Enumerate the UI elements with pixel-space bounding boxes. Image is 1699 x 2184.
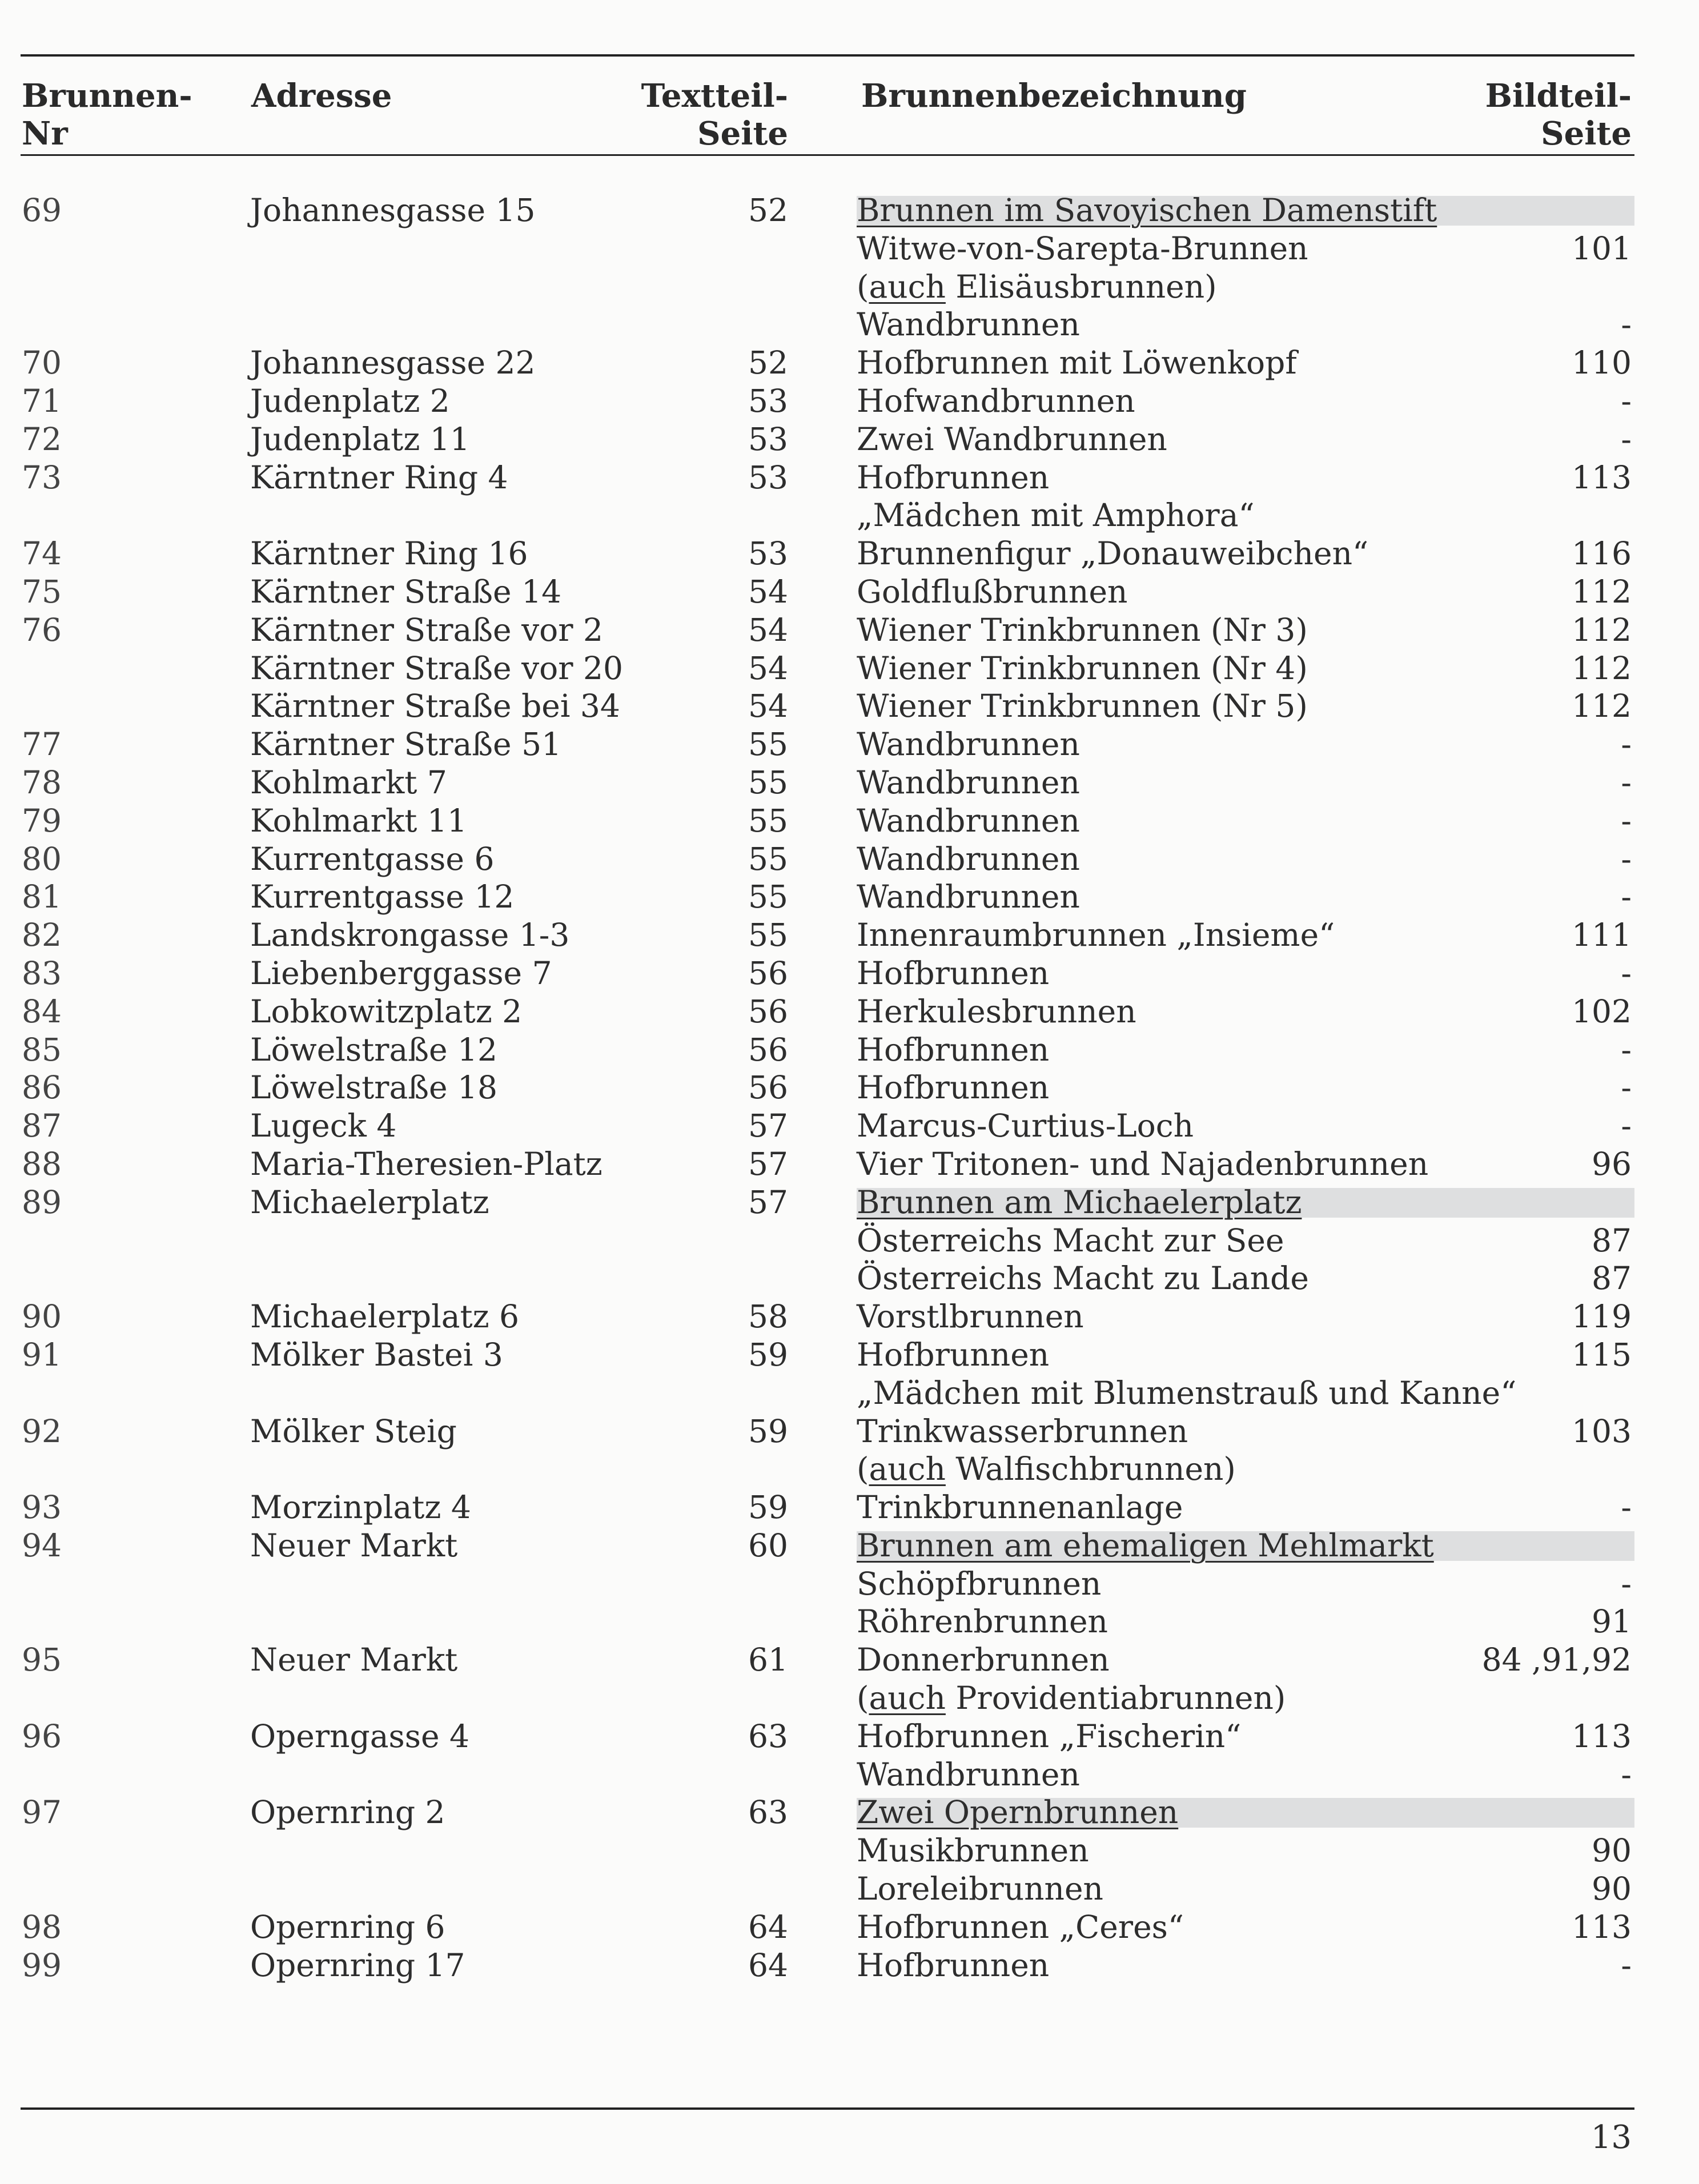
header-bezeichnung <box>861 77 1247 115</box>
adresse-cell: Kärntner Straße bei 34 <box>250 688 620 725</box>
brunnen-nr-cell: 87 <box>22 1107 62 1145</box>
bildteil-seite-cell: 119 <box>1572 1298 1632 1335</box>
adresse-cell: Opernring 17 <box>250 1946 465 1984</box>
bottom-rule <box>21 2107 1634 2110</box>
bildteil-seite-cell: - <box>1621 1069 1632 1106</box>
table-row <box>0 535 1699 573</box>
brunnen-nr-cell: 72 <box>22 420 62 457</box>
textteil-seite-cell: 57 <box>748 1183 788 1221</box>
brunnenbezeichnung-cell: Vier Tritonen- und Najadenbrunnen <box>857 1145 1429 1182</box>
brunnen-nr-cell: 74 <box>22 535 62 572</box>
brunnenbezeichnung-cell: Röhrenbrunnen <box>857 1603 1108 1640</box>
adresse-cell: Kärntner Straße vor 20 <box>250 649 624 686</box>
table-row <box>0 1336 1699 1374</box>
textteil-seite-cell: 55 <box>748 878 788 916</box>
textteil-seite-cell: 59 <box>748 1336 788 1373</box>
bildteil-seite-cell: 113 <box>1572 1908 1632 1945</box>
textteil-seite-cell: 56 <box>748 1031 788 1068</box>
brunnen-nr-cell: 95 <box>22 1641 62 1679</box>
brunnen-nr-cell: 79 <box>22 802 62 839</box>
brunnenbezeichnung-cell: Wandbrunnen <box>857 840 1080 877</box>
adresse-cell: Kärntner Straße vor 2 <box>250 611 604 648</box>
textteil-seite-cell: 63 <box>748 1794 788 1831</box>
table-row <box>0 1908 1699 1946</box>
brunnenbezeichnung-cell: Marcus-Curtius-Loch <box>857 1107 1194 1145</box>
bildteil-seite-cell: - <box>1621 1946 1632 1984</box>
bildteil-seite-cell: - <box>1621 382 1632 419</box>
adresse-cell: Kurrentgasse 12 <box>250 878 515 916</box>
bildteil-seite-cell: - <box>1621 1031 1632 1068</box>
textteil-seite-cell: 55 <box>748 802 788 839</box>
adresse-cell: Lugeck 4 <box>250 1107 397 1145</box>
bildteil-seite-cell: 112 <box>1572 688 1632 725</box>
brunnen-nr-cell: 96 <box>22 1717 62 1755</box>
textteil-seite-cell: 58 <box>748 1298 788 1335</box>
adresse-cell: Maria-Theresien-Platz <box>250 1145 603 1182</box>
table-row <box>0 954 1699 993</box>
textteil-seite-cell: 57 <box>748 1145 788 1182</box>
table-row <box>0 1450 1699 1488</box>
table-row-group-heading <box>0 1183 1699 1222</box>
table-row <box>0 1259 1699 1298</box>
brunnenbezeichnung-cell: Loreleibrunnen <box>857 1870 1103 1908</box>
header-nr-line1: Brunnen- <box>22 77 192 115</box>
bildteil-seite-cell: 87 <box>1592 1222 1632 1259</box>
brunnen-nr-cell: 77 <box>22 726 62 763</box>
brunnen-nr-cell: 71 <box>22 382 62 419</box>
bildteil-seite-cell: - <box>1621 726 1632 763</box>
table-row <box>0 1145 1699 1183</box>
adresse-cell: Kohlmarkt 7 <box>250 764 447 801</box>
adresse-cell: Landskrongasse 1-3 <box>250 917 570 954</box>
table-row <box>0 1107 1699 1145</box>
brunnen-nr-cell: 88 <box>22 1145 62 1182</box>
textteil-seite-cell: 61 <box>748 1641 788 1679</box>
header-adresse-label: Adresse <box>251 77 392 115</box>
header-bildteil <box>1485 77 1632 152</box>
table-row <box>0 1222 1699 1260</box>
bildteil-seite-cell: 90 <box>1592 1870 1632 1908</box>
brunnen-nr-cell: 76 <box>22 611 62 648</box>
table-row <box>0 611 1699 649</box>
textteil-seite-cell: 56 <box>748 993 788 1030</box>
table-row <box>0 573 1699 611</box>
table-row <box>0 496 1699 535</box>
textteil-seite-cell: 54 <box>748 611 788 648</box>
brunnenbezeichnung-cell: Wiener Trinkbrunnen (Nr 4) <box>857 649 1308 686</box>
textteil-seite-cell: 56 <box>748 954 788 991</box>
bildteil-seite-cell: 112 <box>1572 573 1632 610</box>
bildteil-seite-cell: 110 <box>1572 344 1632 382</box>
table-row <box>0 1717 1699 1756</box>
brunnen-nr-cell: 78 <box>22 764 62 801</box>
brunnenbezeichnung-cell: „Mädchen mit Amphora“ <box>857 497 1255 534</box>
brunnenbezeichnung-cell: Goldflußbrunnen <box>857 573 1128 610</box>
brunnenbezeichnung-cell: Herkulesbrunnen <box>857 993 1136 1030</box>
adresse-cell: Morzinplatz 4 <box>250 1489 471 1526</box>
brunnenbezeichnung-cell: Wandbrunnen <box>857 726 1080 763</box>
adresse-cell: Neuer Markt <box>250 1641 458 1679</box>
adresse-cell: Löwelstraße 18 <box>250 1069 498 1106</box>
brunnenbezeichnung-cell: Witwe-von-Sarepta-Brunnen <box>857 230 1308 267</box>
brunnenbezeichnung-cell: Hofwandbrunnen <box>857 382 1135 419</box>
brunnen-nr-cell: 86 <box>22 1069 62 1106</box>
fountain-table <box>0 191 1699 1984</box>
table-row <box>0 1069 1699 1107</box>
adresse-cell: Kärntner Ring 16 <box>250 535 528 572</box>
table-row <box>0 230 1699 268</box>
textteil-seite-cell: 59 <box>748 1489 788 1526</box>
bildteil-seite-cell: 113 <box>1572 459 1632 496</box>
bildteil-seite-cell: - <box>1621 1489 1632 1526</box>
table-row <box>0 1031 1699 1069</box>
brunnenbezeichnung-cell: Musikbrunnen <box>857 1832 1089 1869</box>
brunnenbezeichnung-cell: Hofbrunnen <box>857 954 1050 991</box>
brunnenbezeichnung-cell: Donnerbrunnen <box>857 1641 1110 1679</box>
brunnen-nr-cell: 97 <box>22 1794 62 1831</box>
table-row <box>0 1565 1699 1603</box>
table-row <box>0 1603 1699 1641</box>
textteil-seite-cell: 59 <box>748 1412 788 1450</box>
table-row <box>0 1641 1699 1679</box>
table-row <box>0 764 1699 802</box>
brunnenbezeichnung-cell: Hofbrunnen <box>857 459 1050 496</box>
brunnenbezeichnung-cell: Wandbrunnen <box>857 802 1080 839</box>
bildteil-seite-cell: 112 <box>1572 649 1632 686</box>
bildteil-seite-cell: 115 <box>1572 1336 1632 1373</box>
brunnenbezeichnung-cell: Hofbrunnen <box>857 1031 1050 1068</box>
bildteil-seite-cell: - <box>1621 1756 1632 1793</box>
bildteil-seite-cell: 103 <box>1572 1412 1632 1450</box>
textteil-seite-cell: 56 <box>748 1069 788 1106</box>
bildteil-seite-cell: - <box>1621 954 1632 991</box>
textteil-seite-cell: 53 <box>748 420 788 457</box>
top-rule <box>21 54 1634 57</box>
adresse-cell: Michaelerplatz 6 <box>250 1298 520 1335</box>
brunnenbezeichnung-cell: Brunnenfigur „Donauweibchen“ <box>857 535 1369 572</box>
header-bildteil-line1: Bildteil- <box>1485 77 1632 115</box>
bildteil-seite-cell: 116 <box>1572 535 1632 572</box>
brunnenbezeichnung-cell: Hofbrunnen „Ceres“ <box>857 1908 1184 1945</box>
table-row <box>0 1488 1699 1527</box>
brunnen-nr-cell: 73 <box>22 459 62 496</box>
bildteil-seite-cell: 90 <box>1592 1832 1632 1869</box>
bildteil-seite-cell: - <box>1621 420 1632 457</box>
table-row <box>0 878 1699 916</box>
textteil-seite-cell: 63 <box>748 1717 788 1755</box>
adresse-cell: Judenplatz 2 <box>250 382 450 419</box>
adresse-cell: Kärntner Ring 4 <box>250 459 508 496</box>
bildteil-seite-cell: - <box>1621 802 1632 839</box>
adresse-cell: Michaelerplatz <box>250 1183 489 1221</box>
bildteil-seite-cell: - <box>1621 878 1632 916</box>
table-row <box>0 1679 1699 1717</box>
bildteil-seite-cell: 91 <box>1592 1603 1632 1640</box>
textteil-seite-cell: 54 <box>748 649 788 686</box>
table-row <box>0 1946 1699 1985</box>
adresse-cell: Judenplatz 11 <box>250 420 470 457</box>
brunnenbezeichnung-cell: Zwei Opernbrunnen <box>857 1794 1179 1831</box>
adresse-cell: Mölker Steig <box>250 1412 457 1450</box>
textteil-seite-cell: 64 <box>748 1908 788 1945</box>
textteil-seite-cell: 54 <box>748 573 788 610</box>
brunnen-nr-cell: 99 <box>22 1946 62 1984</box>
brunnen-nr-cell: 75 <box>22 573 62 610</box>
bildteil-seite-cell: 101 <box>1572 230 1632 267</box>
brunnen-nr-cell: 69 <box>22 192 62 228</box>
brunnen-nr-cell: 90 <box>22 1298 62 1335</box>
textteil-seite-cell: 55 <box>748 917 788 954</box>
brunnenbezeichnung-cell: Vorstlbrunnen <box>857 1298 1084 1335</box>
adresse-cell: Lobkowitzplatz 2 <box>250 993 523 1030</box>
brunnen-nr-cell: 82 <box>22 917 62 954</box>
header-nr <box>22 77 192 152</box>
textteil-seite-cell: 55 <box>748 764 788 801</box>
brunnenbezeichnung-cell: (auch Walfischbrunnen) <box>857 1451 1236 1488</box>
brunnenbezeichnung-cell: Brunnen im Savoyischen Damenstift <box>857 192 1437 228</box>
header-textteil-line1: Textteil- <box>641 77 788 115</box>
table-row <box>0 1298 1699 1336</box>
brunnen-nr-cell: 91 <box>22 1336 62 1373</box>
brunnenbezeichnung-cell: Trinkbrunnenanlage <box>857 1489 1183 1526</box>
bildteil-seite-cell: 112 <box>1572 611 1632 648</box>
brunnenbezeichnung-cell: Österreichs Macht zur See <box>857 1222 1284 1259</box>
brunnenbezeichnung-cell: Wandbrunnen <box>857 1756 1080 1793</box>
bildteil-seite-cell: 87 <box>1592 1260 1632 1297</box>
brunnen-nr-cell: 80 <box>22 840 62 877</box>
brunnenbezeichnung-cell: Innenraumbrunnen „Insieme“ <box>857 917 1335 954</box>
table-row <box>0 916 1699 954</box>
textteil-seite-cell: 57 <box>748 1107 788 1145</box>
header-rule <box>21 154 1634 156</box>
adresse-cell: Mölker Bastei 3 <box>250 1336 503 1373</box>
textteil-seite-cell: 60 <box>748 1527 788 1564</box>
adresse-cell: Kurrentgasse 6 <box>250 840 495 877</box>
adresse-cell: Johannesgasse 22 <box>250 344 536 382</box>
table-row <box>0 382 1699 420</box>
table-row <box>0 802 1699 840</box>
adresse-cell: Kärntner Straße 14 <box>250 573 562 610</box>
brunnen-nr-cell: 83 <box>22 954 62 991</box>
brunnen-nr-cell: 70 <box>22 344 62 382</box>
textteil-seite-cell: 55 <box>748 726 788 763</box>
bildteil-seite-cell: - <box>1621 764 1632 801</box>
bildteil-seite-cell: 84 ,91,92 <box>1481 1641 1632 1679</box>
brunnenbezeichnung-cell: Hofbrunnen „Fischerin“ <box>857 1717 1242 1755</box>
brunnen-nr-cell: 98 <box>22 1908 62 1945</box>
brunnenbezeichnung-cell: „Mädchen mit Blumenstrauß und Kanne“ <box>857 1374 1517 1411</box>
table-row <box>0 1832 1699 1870</box>
brunnenbezeichnung-cell: Trinkwasserbrunnen <box>857 1412 1188 1450</box>
table-row <box>0 1870 1699 1908</box>
adresse-cell: Kohlmarkt 11 <box>250 802 467 839</box>
adresse-cell: Liebenberggasse 7 <box>250 954 552 991</box>
brunnenbezeichnung-cell: Hofbrunnen <box>857 1336 1050 1373</box>
bildteil-seite-cell: - <box>1621 840 1632 877</box>
table-row <box>0 459 1699 497</box>
brunnen-nr-cell: 85 <box>22 1031 62 1068</box>
adresse-cell: Löwelstraße 12 <box>250 1031 498 1068</box>
table-row-group-heading <box>0 1793 1699 1832</box>
brunnenbezeichnung-cell: Hofbrunnen <box>857 1946 1050 1984</box>
brunnen-nr-cell: 94 <box>22 1527 62 1564</box>
textteil-seite-cell: 55 <box>748 840 788 877</box>
brunnenbezeichnung-cell: Zwei Wandbrunnen <box>857 420 1167 457</box>
header-nr-line2: Nr <box>22 115 68 152</box>
bildteil-seite-cell: - <box>1621 306 1632 343</box>
adresse-cell: Neuer Markt <box>250 1527 458 1564</box>
table-row <box>0 306 1699 344</box>
page-number: 13 <box>1590 2119 1632 2156</box>
brunnen-nr-cell: 92 <box>22 1412 62 1450</box>
bildteil-seite-cell: 113 <box>1572 1717 1632 1755</box>
textteil-seite-cell: 52 <box>748 344 788 382</box>
adresse-cell: Johannesgasse 15 <box>250 192 536 228</box>
table-row <box>0 993 1699 1031</box>
bildteil-seite-cell: - <box>1621 1565 1632 1602</box>
table-row <box>0 725 1699 764</box>
table-row-group-heading <box>0 191 1699 230</box>
brunnen-nr-cell: 89 <box>22 1183 62 1221</box>
table-row <box>0 649 1699 688</box>
brunnenbezeichnung-cell: Wandbrunnen <box>857 306 1080 343</box>
table-row <box>0 1374 1699 1412</box>
table-row <box>0 840 1699 878</box>
adresse-cell: Operngasse 4 <box>250 1717 470 1755</box>
adresse-cell: Opernring 6 <box>250 1908 445 1945</box>
header-textteil <box>641 77 788 152</box>
brunnenbezeichnung-cell: Wiener Trinkbrunnen (Nr 3) <box>857 611 1308 648</box>
table-row <box>0 420 1699 459</box>
textteil-seite-cell: 64 <box>748 1946 788 1984</box>
bildteil-seite-cell: 102 <box>1572 993 1632 1030</box>
brunnen-nr-cell: 81 <box>22 878 62 916</box>
bildteil-seite-cell: 111 <box>1572 917 1632 954</box>
adresse-cell: Opernring 2 <box>250 1794 445 1831</box>
brunnenbezeichnung-cell: Wandbrunnen <box>857 764 1080 801</box>
brunnenbezeichnung-cell: Wiener Trinkbrunnen (Nr 5) <box>857 688 1308 725</box>
table-row <box>0 1756 1699 1794</box>
header-adresse <box>251 77 392 115</box>
textteil-seite-cell: 53 <box>748 382 788 419</box>
textteil-seite-cell: 52 <box>748 192 788 228</box>
brunnen-nr-cell: 84 <box>22 993 62 1030</box>
brunnenbezeichnung-cell: Brunnen am ehemaligen Mehlmarkt <box>857 1527 1434 1564</box>
bildteil-seite-cell: - <box>1621 1107 1632 1145</box>
brunnenbezeichnung-cell: Wandbrunnen <box>857 878 1080 916</box>
adresse-cell: Kärntner Straße 51 <box>250 726 562 763</box>
brunnenbezeichnung-cell: Hofbrunnen <box>857 1069 1050 1106</box>
brunnen-nr-cell: 93 <box>22 1489 62 1526</box>
brunnenbezeichnung-cell: Brunnen am Michaelerplatz <box>857 1183 1302 1221</box>
brunnenbezeichnung-cell: (auch Elisäusbrunnen) <box>857 268 1217 305</box>
table-row-group-heading <box>0 1527 1699 1565</box>
table-row <box>0 344 1699 382</box>
header-bezeichnung-label: Brunnenbezeichnung <box>861 77 1247 115</box>
textteil-seite-cell: 53 <box>748 535 788 572</box>
header-bildteil-line2: Seite <box>1541 115 1632 152</box>
brunnenbezeichnung-cell: Hofbrunnen mit Löwenkopf <box>857 344 1297 382</box>
textteil-seite-cell: 53 <box>748 459 788 496</box>
table-row <box>0 268 1699 306</box>
brunnenbezeichnung-cell: Schöpfbrunnen <box>857 1565 1102 1602</box>
table-row <box>0 687 1699 725</box>
header-textteil-line2: Seite <box>697 115 788 152</box>
brunnenbezeichnung-cell: (auch Providentiabrunnen) <box>857 1680 1286 1717</box>
textteil-seite-cell: 54 <box>748 688 788 725</box>
table-row <box>0 1412 1699 1451</box>
brunnenbezeichnung-cell: Österreichs Macht zu Lande <box>857 1260 1309 1297</box>
bildteil-seite-cell: 96 <box>1592 1145 1632 1182</box>
